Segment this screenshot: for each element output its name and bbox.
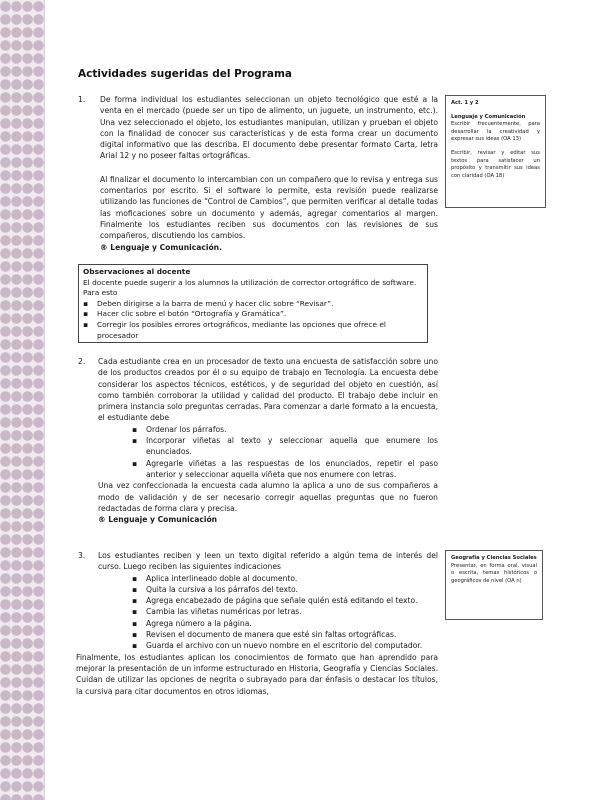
activity-3-paragraph-1: Los estudiantes reciben y leen un texto digital referido a algún tema de interés del curso. Luego reciben las siguientes indicaciones	[98, 551, 438, 572]
activity-1-number: 1.	[78, 95, 86, 104]
observations-list	[83, 299, 423, 341]
activity-3-paragraph-2: Finalmente, los estudiantes aplican los conocimientos de formato que han aprendido para mejorar la presentación de un informe estructurado en Historia, Geografía y Ciencias Sociales. Cuidan de utilizar las opciones de negrita o subrayado para dar énfasis o destacar los títulos, la cursiva para citar documentos en otros idiomas,	[76, 652, 438, 696]
list-item: ▪ Ordenar los párrafos.	[128, 424, 438, 435]
list-item: ▪ Aplica interlineado doble al documento.	[128, 573, 438, 584]
list-item: ▪ Deben dirigirse a la barra de menú y hacer clic sobre “Revisar”.	[83, 299, 423, 310]
activity-2-tag-label: Lenguaje y Comunicación	[108, 515, 218, 525]
list-item: ▪ Incorporar viñetas al texto y seleccionar aquella que enumere los enunciados.	[128, 435, 438, 458]
activity-1-tag-label: Lenguaje y Comunicación.	[110, 242, 222, 252]
decorative-dot-strip	[0, 0, 44, 800]
activity-2-number: 2.	[78, 357, 86, 366]
activity-1-paragraph-2: Al finalizar el documento lo intercambian con un compañero que lo revisa y entrega sus comentarios por escrito. Si el software lo permite, esta revisión puede realizarse utilizando las funciones de “Control de Cambios”, que permiten verificar al detalle todas las moficaciones sobre un documento y además, agregar comentarios al margen. Finalmente los estudiantes reciben sus documentos con las revisiones de sus compañeros, discutiendo los cambios.	[100, 174, 438, 241]
list-item: ▪ Agrega encabezado de página que señale quién está editando el texto.	[128, 595, 438, 606]
observations-box	[78, 264, 428, 343]
list-item: ▪ Cambia las viñetas numéricas por letras.	[128, 606, 438, 617]
learning-objectives-box-2	[445, 550, 543, 620]
sidebox-1-objective-1: Escribir frecuentemente, para desarrollar la creatividad y expresar sus ideas (OA 13)	[451, 121, 540, 143]
activity-2-paragraph-1: Cada estudiante crea en un procesador de texto una encuesta de satisfacción sobre uno de los productos creados por él o su equipo de trabajo en Tecnología. La encuesta debe considerar los aspectos técnicos, estéticos, y de seguridad del objeto en cuestión, así como también corroborar la utilidad y calidad del producto. El trabajo debe incluir en primera instancia solo preguntas cerradas. Para comenzar a darle formato a la encuesta, el estudiante debe	[98, 357, 438, 423]
activity-2	[78, 356, 438, 525]
list-item: ▪ Hacer clic sobre el botón “Ortografía y Gramática”.	[83, 309, 423, 320]
list-item: ▪ Quita la cursiva a los párrafos del texto.	[128, 584, 438, 595]
sidebox-2-objective: Presentar, en forma oral, visual o escrita, temas históricos o geográficos de nivel (OA n)	[451, 562, 537, 584]
list-item: ▪ Agrega número a la página.	[128, 618, 438, 629]
activity-3-list	[98, 573, 438, 652]
activity-1	[78, 94, 438, 253]
registered-icon: ®	[100, 242, 108, 252]
activity-1-paragraph-1: De forma individual los estudiantes seleccionan un objeto tecnológico que esté a la venta en el mercado (puede ser un tipo de alimento, un juguete, un instrumento, etc.). Una vez seleccionado el objeto, los estudiantes manipulan, utilizan y prueban el objeto con la finalidad de conocer sus características y de esta forma crear un documento digital informativo que las describa. El documento debe presentar formato Carta, letra Arial 12 y no poseer faltas ortográficas.	[100, 95, 438, 161]
activity-2-subject-tag	[98, 514, 438, 525]
learning-objectives-box-1	[445, 95, 546, 208]
list-item: ▪ Revisen el documento de manera que esté sin faltas ortográficas.	[128, 629, 438, 640]
activity-3	[78, 550, 438, 697]
list-item: ▪ Agregarle viñetas a las respuestas de los enunciados, repetir el paso anterior y seleccionar aquella viñeta que nos enumere con letras.	[128, 458, 438, 481]
registered-icon: ®	[98, 515, 106, 525]
sidebox-2-subject: Geografía y Ciencias Sociales	[451, 555, 537, 561]
activity-1-subject-tag	[100, 242, 438, 253]
strip-divider	[44, 0, 45, 800]
page-title: Actividades sugeridas del Programa	[78, 68, 292, 80]
activity-2-list	[98, 424, 438, 480]
activity-2-paragraph-2: Una vez confeccionada la encuesta cada alumno la aplica a uno de sus compañeros a modo de validación y de ser necesario corregir aquellas preguntas que no fueron redactadas de forma clara y precisa.	[98, 481, 438, 513]
list-item: ▪ Guarda el archivo con un nuevo nombre en el escritorio del computador.	[128, 640, 438, 651]
activity-3-number: 3.	[78, 551, 86, 560]
sidebox-1-objective-2: Escribir, revisar y editar sus textos para satisfacer un propósito y transmitir sus ideas con claridad (OA 18)	[451, 149, 540, 179]
sidebox-1-title: Act. 1 y 2	[451, 100, 479, 106]
sidebox-1-subject: Lenguaje y Comunicación	[451, 113, 526, 120]
list-item: ▪ Corregir los posibles errores ortográficos, mediante las opciones que ofrece el procesador	[83, 320, 423, 341]
observations-heading: Observaciones al docente	[83, 267, 191, 276]
observations-intro: El docente puede sugerir a los alumnos la utilización de corrector ortográfico de software. Para esto	[83, 277, 417, 298]
